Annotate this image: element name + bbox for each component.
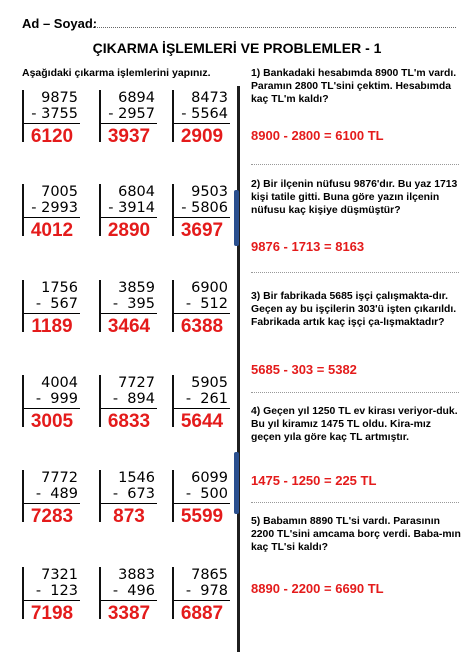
answer: 3464	[107, 316, 151, 337]
minuend: 8473	[191, 90, 228, 106]
word-answer-2: 9876 - 1713 = 8163	[251, 239, 365, 254]
separator	[251, 392, 459, 393]
minuend: 1756	[41, 280, 78, 296]
subtrahend: - 673	[112, 486, 155, 502]
answer: 2890	[107, 220, 151, 241]
subtrahend: - 999	[35, 391, 78, 407]
word-answer-5: 8890 - 2200 = 6690 TL	[251, 581, 384, 596]
subtrahend: - 894	[112, 391, 155, 407]
subtrahend: - 500	[185, 486, 228, 502]
subtrahend: - 496	[112, 583, 155, 599]
word-problem-2: 2) Bir ilçenin nüfusu 9876'dır. Bu yaz 1713 kişi tatile gitti. Buna göre yazın ilçenin nüfusu kaç kişiye düşmüştür?	[251, 179, 458, 216]
subtrahend: - 5564	[181, 106, 228, 122]
page-title: ÇIKARMA İŞLEMLERİ VE PROBLEMLER - 1	[92, 40, 382, 56]
answer: 3937	[107, 126, 151, 147]
minuend: 3859	[118, 280, 155, 296]
exercise	[22, 567, 82, 625]
exercise	[99, 567, 159, 625]
minuend: 3883	[118, 567, 155, 583]
exercise	[99, 375, 159, 433]
separator	[251, 502, 459, 503]
minuend: 9503	[191, 184, 228, 200]
minuend: 6900	[191, 280, 228, 296]
minuend: 6894	[118, 90, 155, 106]
answer: 1189	[31, 316, 73, 337]
exercise	[99, 184, 159, 242]
subtrahend: - 567	[35, 296, 78, 312]
exercise	[99, 90, 159, 148]
exercise	[172, 90, 232, 148]
answer: 7198	[30, 603, 74, 624]
answer: 4012	[30, 220, 74, 241]
pencil-divider-2	[234, 452, 239, 514]
word-problem-4: 4) Geçen yıl 1250 TL ev kirası veriyor-duk. Bu yıl kiramız 1475 TL oldu. Kira-mız geçen yıla göre kaç TL artmıştır.	[251, 406, 458, 443]
minuend: 9875	[41, 90, 78, 106]
exercise	[22, 184, 82, 242]
subtrahend: - 3755	[31, 106, 78, 122]
subtrahend: - 2993	[31, 200, 78, 216]
subtrahend: - 5806	[181, 200, 228, 216]
minuend: 7865	[191, 567, 228, 583]
minuend: 7321	[41, 567, 78, 583]
subtrahend: - 978	[185, 583, 228, 599]
minuend: 7772	[41, 470, 78, 486]
answer: 6388	[180, 316, 224, 337]
word-problem-3: 3) Bir fabrikada 5685 işçi çalışmakta-dır. Geçen ay bu işçilerin 303'ü işten çıkarıldı. Fabrikada artık kaç işçi ça-lışmaktadır?	[251, 291, 457, 328]
answer: 5599	[180, 506, 224, 527]
minuend: 1546	[118, 470, 155, 486]
answer: 7283	[30, 506, 74, 527]
minuend: 7727	[118, 375, 155, 391]
subtrahend: - 261	[185, 391, 228, 407]
minuend: 5905	[191, 375, 228, 391]
answer: 3005	[30, 411, 74, 432]
answer: 873	[113, 506, 145, 527]
word-answer-1: 8900 - 2800 = 6100 TL	[251, 128, 384, 143]
minuend: 4004	[41, 375, 78, 391]
separator	[251, 164, 459, 165]
subtrahend: - 512	[185, 296, 228, 312]
exercise	[99, 280, 159, 338]
minuend: 6804	[118, 184, 155, 200]
minuend: 7005	[41, 184, 78, 200]
minuend: 6099	[191, 470, 228, 486]
word-answer-4: 1475 - 1250 = 225 TL	[251, 473, 377, 488]
word-answer-3: 5685 - 303 = 5382	[251, 362, 357, 377]
answer: 2909	[180, 126, 224, 147]
separator	[251, 272, 459, 273]
exercise	[99, 470, 159, 528]
exercise	[22, 470, 82, 528]
subtrahend: - 123	[35, 583, 78, 599]
exercise	[22, 375, 82, 433]
answer: 3697	[180, 220, 224, 241]
exercise	[172, 375, 232, 433]
word-problem-5: 5) Babamın 8890 TL'si vardı. Parasının 2200 TL'sini amcama borç verdi. Baba-mın kaç TL'si kaldı?	[251, 516, 461, 553]
pencil-divider-1	[234, 190, 239, 246]
subtrahend: - 489	[35, 486, 78, 502]
answer: 3387	[107, 603, 151, 624]
name-label: Ad – Soyad:	[22, 16, 98, 31]
answer: 6887	[180, 603, 224, 624]
exercise	[172, 567, 232, 625]
subtrahend: - 3914	[108, 200, 155, 216]
word-problem-1: 1) Bankadaki hesabımda 8900 TL'm vardı. Paramın 2800 TL'sini çektim. Hesabımda kaç TL'm kaldı?	[251, 68, 457, 105]
answer: 6833	[107, 411, 151, 432]
exercise	[172, 184, 232, 242]
exercise	[172, 280, 232, 338]
column-divider	[237, 86, 240, 652]
subtrahend: - 2957	[108, 106, 155, 122]
exercise	[172, 470, 232, 528]
subtrahend: - 395	[112, 296, 155, 312]
name-line[interactable]	[88, 27, 456, 28]
answer: 6120	[30, 126, 74, 147]
exercise	[22, 90, 82, 148]
exercise	[22, 280, 82, 338]
answer: 5644	[180, 411, 224, 432]
instruction-text: Aşağıdaki çıkarma işlemlerini yapınız.	[22, 67, 211, 79]
